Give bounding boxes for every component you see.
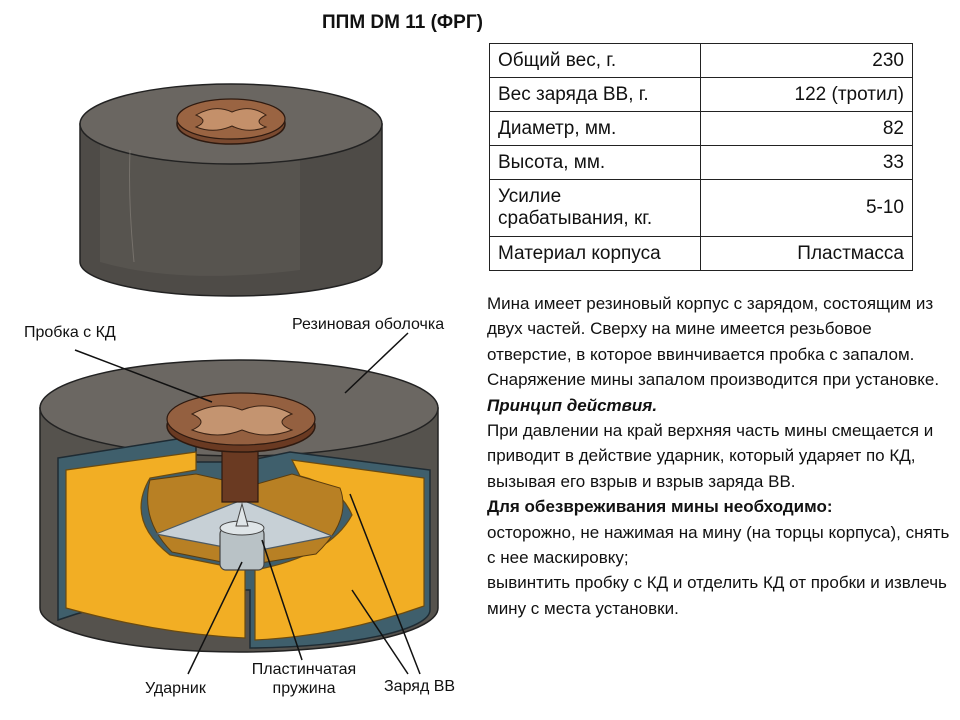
spec-label: Усилие срабатывания, кг. [490,180,701,237]
spec-label: Материал корпуса [490,237,701,271]
spec-value: 33 [701,146,913,180]
charge-label: Заряд ВВ [384,678,456,695]
spec-value: 230 [701,44,913,78]
rubber-shell-label: Резиновая оболочка [292,316,445,333]
spec-value: 82 [701,112,913,146]
spring-label: Пластинчатая пружина [251,661,357,697]
spec-label: Высота, мм. [490,146,701,180]
spec-value: 122 (тротил) [701,78,913,112]
mine-cutaway-view [40,360,438,652]
principle-heading: Принцип действия. [487,395,658,415]
striker-label: Ударник [145,680,206,697]
principle-paragraph: При давлении на край верхняя часть мины смещается и приводит в действие ударник, который ударяет по КД, вызывая его взрыв и взрыв заряда ВВ. [487,421,934,491]
page-title: ППМ DM 11 (ФРГ) [322,12,483,33]
plug-label: Пробка с КД [24,324,116,341]
spec-label: Диаметр, мм. [490,112,701,146]
spec-label: Вес заряда ВВ, г. [490,78,701,112]
disarm-heading: Для обезвреживания мины необходимо: [487,497,833,517]
spec-value: 5-10 [701,180,913,237]
disarm-step: вывинтить пробку с КД и отделить КД от пробки и извлечь мину с места установки. [487,573,947,618]
spec-label: Общий вес, г. [490,44,701,78]
spec-value: Пластмасса [701,237,913,271]
disarm-step: осторожно, не нажимая на мину (на торцы корпуса), снять с нее маскировку; [487,522,950,568]
intro-paragraph: Мина имеет резиновый корпус с зарядом, состоящим из двух частей. Сверху на мине имеется резьбовое отверстие, в которое ввинчивается пробка с запалом. Снаряжение мины запалом производится при установке. [487,294,940,390]
mine-exterior-view [80,84,382,296]
